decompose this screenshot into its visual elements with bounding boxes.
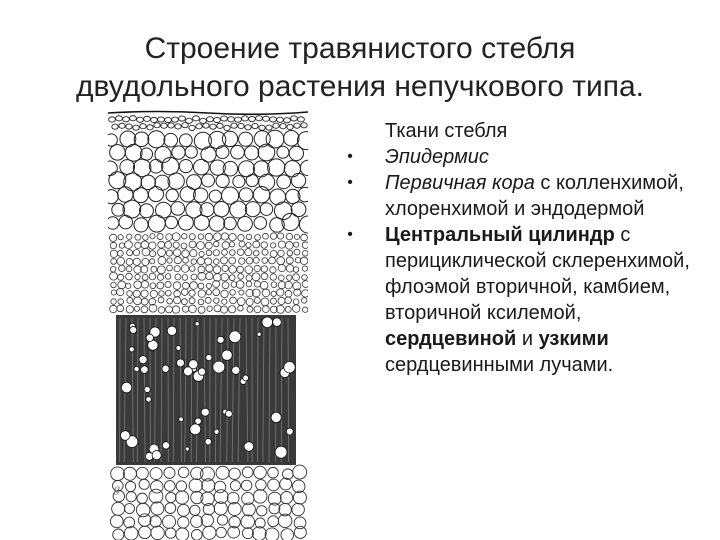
slide-title	[0, 30, 720, 106]
vessel-cell	[217, 336, 224, 343]
vessel-cell	[146, 334, 153, 341]
vessel-cell	[273, 318, 282, 327]
vessel-cell	[214, 429, 219, 434]
vessel-cell	[144, 386, 150, 392]
title-line-2: двудольного растения непучкового типа.	[76, 70, 644, 103]
tissues-list	[340, 118, 710, 378]
vessel-cell	[275, 446, 287, 458]
vessel-cell	[271, 412, 281, 422]
vessel-cell	[179, 417, 184, 422]
vessel-cell	[243, 375, 249, 381]
tissue-item-text: с перициклической склеренхимой, флоэмой вторичной, камбием, вторичной ксилемой,	[385, 224, 690, 324]
title-line-1: Строение травянистого стебля	[144, 32, 576, 65]
tissue-item-text: Первичная кора	[385, 172, 535, 194]
tissue-item	[340, 144, 710, 170]
vessel-cell	[146, 397, 151, 402]
side-letter-label: g	[114, 481, 120, 495]
vessel-cell	[129, 347, 134, 352]
vessel-cell	[201, 408, 209, 416]
tissue-item-text: Центральный цилиндр	[385, 224, 615, 246]
tissue-item-text: Эпидермис	[385, 146, 489, 168]
vessel-cell	[121, 382, 132, 393]
vessel-cell	[286, 428, 293, 435]
vessel-cell	[284, 362, 295, 373]
tissues-heading: Ткани стебля	[385, 120, 508, 142]
tissue-item-text: узкими	[538, 328, 609, 350]
vessel-cell	[141, 366, 149, 374]
vessel-cell	[134, 366, 139, 371]
tissue-item-text: с колленхимой, хлоренхимой и эндодермой	[385, 172, 684, 220]
vessel-cell	[222, 350, 232, 360]
bullet-icon: •	[347, 174, 353, 191]
radial-row	[257, 318, 258, 462]
vessel-cell	[120, 431, 129, 440]
vessel-cell	[262, 317, 273, 328]
radial-row	[288, 318, 289, 462]
vessel-cell	[195, 322, 199, 326]
vessel-cell	[176, 346, 181, 351]
bullet-icon: •	[347, 148, 353, 165]
vessel-cell	[162, 442, 169, 449]
vessel-cell	[229, 331, 241, 343]
vessel-cell	[190, 424, 201, 435]
vessel-cell	[162, 365, 169, 372]
vessel-cell	[206, 354, 212, 360]
vessel-cell	[152, 451, 161, 460]
vessel-cell	[185, 447, 189, 451]
vessel-cell	[184, 367, 193, 376]
tissue-item-text: и	[516, 328, 539, 350]
vessel-cell	[225, 410, 232, 417]
stem-cross-section-drawing	[108, 110, 308, 540]
vessel-cell	[257, 332, 261, 336]
tissue-item	[340, 170, 710, 222]
vessel-cell	[205, 438, 211, 444]
stem-cross-section-svg	[108, 110, 308, 540]
bullet-icon: •	[347, 226, 353, 243]
central-cylinder-region	[116, 315, 296, 465]
vessel-cell	[139, 356, 147, 364]
vessel-cell	[232, 366, 240, 374]
vessel-cell	[130, 326, 137, 333]
vessel-cell	[177, 359, 185, 367]
tissue-item-text: сердцевинными лучами.	[385, 354, 614, 376]
vessel-cell	[195, 418, 201, 424]
vessel-cell	[198, 368, 205, 375]
vessel-cell	[244, 442, 254, 452]
vessel-cell	[167, 326, 176, 335]
vessel-cell	[213, 361, 225, 373]
tissue-item-text: сердцевиной	[385, 328, 517, 350]
tissue-item	[340, 222, 710, 378]
tissue-items	[340, 144, 710, 378]
